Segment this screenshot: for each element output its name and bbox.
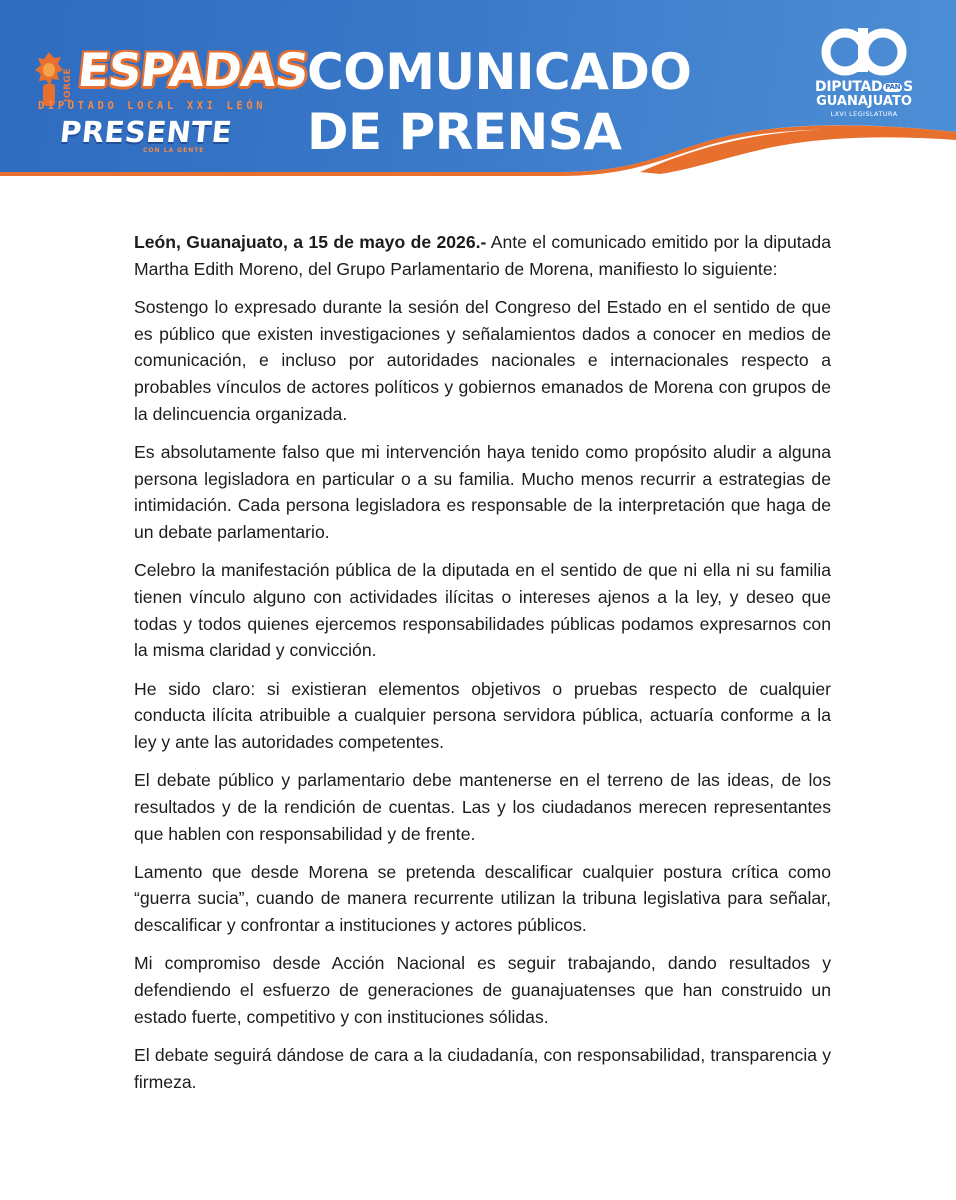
name-vertical-label: JORGE (63, 68, 73, 102)
title-line-2: DE PRENSA (307, 103, 622, 161)
body-paragraph: Sostengo lo expresado durante la sesión del Congreso del Estado en el sentido de que es público que existen investigaciones y señalamientos dados a conocer en medios de comunicación, e incluso por autoridades nacionales e internacionales respecto a probables vínculos de actores políticos y gobiernos emanados de Morena con grupos de la delincuencia organizada. (134, 296, 831, 424)
closing-paragraph: El debate seguirá dándose de cara a la ciudadanía, con responsabilidad, transparencia y firmeza. (134, 1044, 831, 1092)
body-paragraph: He sido claro: si existieran elementos objetivos o pruebas respecto de cualquier conducta ilícita atribuible a cualquier persona servidora pública, actuaría conforme a la ley y ante las autoridades competentes. (134, 678, 831, 752)
body-paragraph: Celebro la manifestación pública de la diputada en el sentido de que ni ella ni su familia tienen vínculo alguno con actividades ilícitas o intereses ajenos a la ley, y deseo que todas y todos quienes ejercemos responsabilidades públicas podamos expresarnos con la misma claridad y convicción. (134, 560, 831, 661)
body-paragraph: Es absolutamente falso que mi intervención haya tenido como propósito aludir a alguna persona legisladora en particular o a su familia. Mucho menos recurrir a estrategias de intimidación. Cada persona legisladora es responsable de la interpretación que haga de un debate parlamentario. (134, 441, 831, 543)
logo-subtitle: DIPUTADO LOCAL XXI LEÓN (38, 100, 267, 112)
logo-slogan-sub: CON LA GENTE (143, 147, 205, 154)
body-paragraph: Lamento que desde Morena se pretenda descalificar cualquier postura crítica como “guerra sucia”, cuando de manera recurrente utilizan la tribuna legislativa para señalar, descalificar y confrontar a instituciones y actores públicos. (134, 861, 831, 936)
dateline: León, Guanajuato, a 15 de mayo de 2026.- (134, 232, 487, 252)
body-paragraph: Mi compromiso desde Acción Nacional es seguir trabajando, dando resultados y defendiendo el esfuerzo de generaciones de guanajuatenses que han construido un estado fuerte, competitivo y con instituciones sólidas. (134, 953, 831, 1027)
press-release-body (134, 229, 831, 1107)
jorge-espadas-logo (30, 42, 311, 162)
title-line-1: COMUNICADO (307, 43, 692, 101)
logo-slogan: PRESENTE (58, 115, 234, 149)
ab-logo-icon (818, 26, 910, 78)
diputados-pan-logo (808, 26, 920, 126)
body-paragraph: El debate público y parlamentario debe mantenerse en el terreno de las ideas, de los resultados y de la rendición de cuentas. Las y los ciudadanos merecen representantes que hablen con responsabilidad y de frente. (134, 770, 831, 844)
logo-line-2: GUANAJUATO (816, 94, 912, 109)
logo-line-3: LXVI LEGISLATURA (830, 110, 898, 118)
intro-text: Ante el comunicado emitido por la diputada Martha Edith Moreno, del Grupo Parlamentario de Morena, manifiesto lo siguiente: (134, 232, 831, 279)
press-release-header (0, 0, 956, 178)
logo-line-1: DIPUTAD PAN S (815, 79, 913, 95)
opening-paragraph (134, 229, 831, 282)
pan-badge: PAN (885, 83, 901, 91)
page-title (307, 42, 692, 162)
logo-name: ESPADAS (75, 43, 311, 97)
